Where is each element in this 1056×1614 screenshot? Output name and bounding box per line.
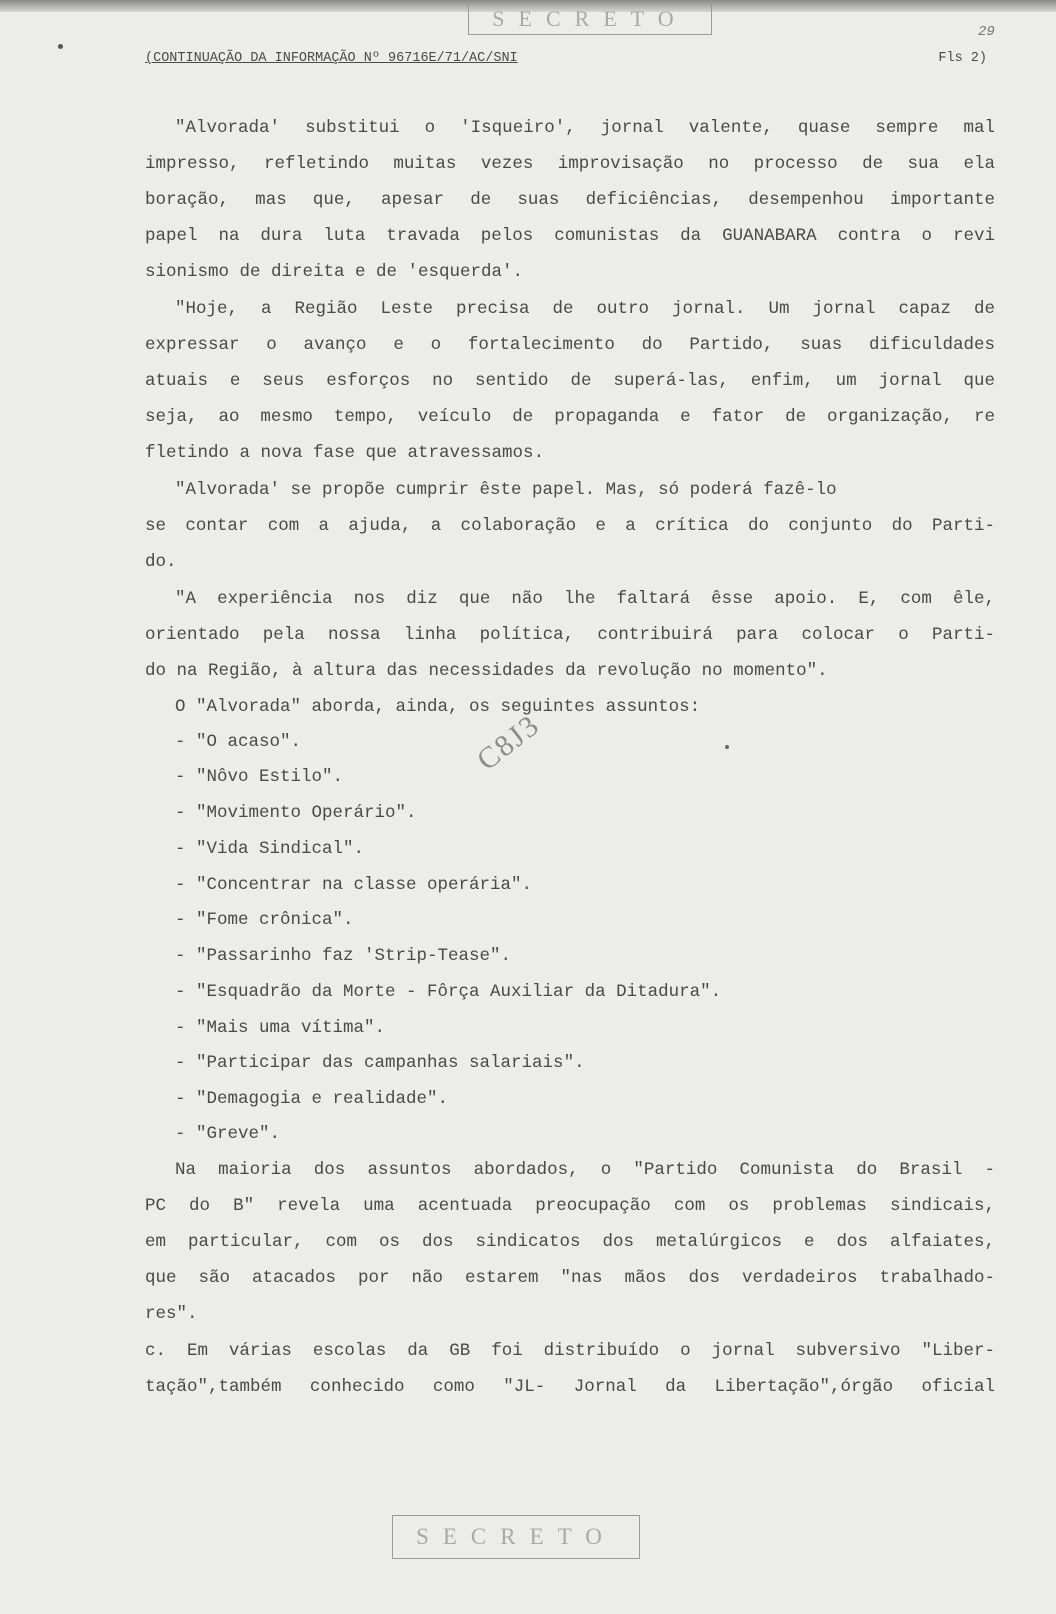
text-line: - "Fome crônica". [175, 910, 354, 930]
text-line: - "O acaso". [175, 732, 302, 752]
text-line: em particular, com os dos sindicatos dos metalúrgicos e dos alfaiates, [145, 1232, 995, 1252]
text-line: "Alvorada' se propõe cumprir êste papel. Mas, só poderá fazê-lo [175, 480, 837, 500]
text-line: do. [145, 552, 177, 572]
text-line: - "Participar das campanhas salariais". [175, 1053, 585, 1073]
text-line: c. Em várias escolas da GB foi distribuído o jornal subversivo "Liber- [145, 1341, 995, 1361]
scan-dot [58, 44, 63, 49]
text-line: que são atacados por não estarem "nas mãos dos verdadeiros trabalhado- [145, 1268, 995, 1288]
text-line: O "Alvorada" aborda, ainda, os seguintes assuntos: [175, 697, 701, 717]
text-line: - "Demagogia e realidade". [175, 1089, 449, 1109]
text-line: expressar o avanço e o fortalecimento do Partido, suas dificuldades [145, 335, 995, 355]
text-line: - "Concentrar na classe operária". [175, 875, 533, 895]
text-line: - "Greve". [175, 1124, 281, 1144]
text-line: Na maioria dos assuntos abordados, o "Partido Comunista do Brasil - [175, 1160, 995, 1180]
text-line: PC do B" revela uma acentuada preocupação com os problemas sindicais, [145, 1196, 995, 1216]
text-line: orientado pela nossa linha política, contribuirá para colocar o Parti- [145, 625, 995, 645]
text-line: res". [145, 1304, 198, 1324]
sheet-number: Fls 2) [938, 51, 987, 66]
text-line: sionismo de direita e de 'esquerda'. [145, 262, 524, 282]
text-line: do na Região, à altura das necessidades da revolução no momento". [145, 661, 828, 681]
text-line: papel na dura luta travada pelos comunistas da GUANABARA contra o revi [145, 226, 995, 246]
text-line: tação",também conhecido como "JL- Jornal da Libertação",órgão oficial [145, 1377, 995, 1397]
text-line: - "Movimento Operário". [175, 803, 417, 823]
text-line: fletindo a nova fase que atravessamos. [145, 443, 545, 463]
text-line: - "Passarinho faz 'Strip-Tease". [175, 946, 512, 966]
handwritten-page-number: 29 [978, 24, 995, 40]
text-line: "A experiência nos diz que não lhe faltará êsse apoio. E, com êle, [175, 589, 995, 609]
text-line: atuais e seus esforços no sentido de superá-las, enfim, um jornal que [145, 371, 995, 391]
text-line: - "Mais uma vítima". [175, 1018, 386, 1038]
text-line: "Alvorada' substitui o 'Isqueiro', jornal valente, quase sempre mal [175, 118, 995, 138]
text-line: boração, mas que, apesar de suas deficiências, desempenhou importante [145, 190, 995, 210]
text-line: - "Vida Sindical". [175, 839, 365, 859]
document-reference: (CONTINUAÇÃO DA INFORMAÇÃO Nº 96716E/71/AC/SNI [145, 51, 518, 66]
text-line: impresso, refletindo muitas vezes improvisação no processo de sua ela [145, 154, 995, 174]
classification-stamp-bottom: SECRETO [392, 1515, 640, 1559]
text-line: "Hoje, a Região Leste precisa de outro jornal. Um jornal capaz de [175, 299, 995, 319]
text-line: - "Nôvo Estilo". [175, 767, 344, 787]
text-line: se contar com a ajuda, a colaboração e a crítica do conjunto do Parti- [145, 516, 995, 536]
classification-stamp-top: SECRETO [468, 4, 712, 35]
text-line: seja, ao mesmo tempo, veículo de propaganda e fator de organização, re [145, 407, 995, 427]
scan-speck [725, 745, 729, 749]
ink-stamp-mark: C8J3 [470, 708, 547, 778]
text-line: - "Esquadrão da Morte - Fôrça Auxiliar da Ditadura". [175, 982, 722, 1002]
